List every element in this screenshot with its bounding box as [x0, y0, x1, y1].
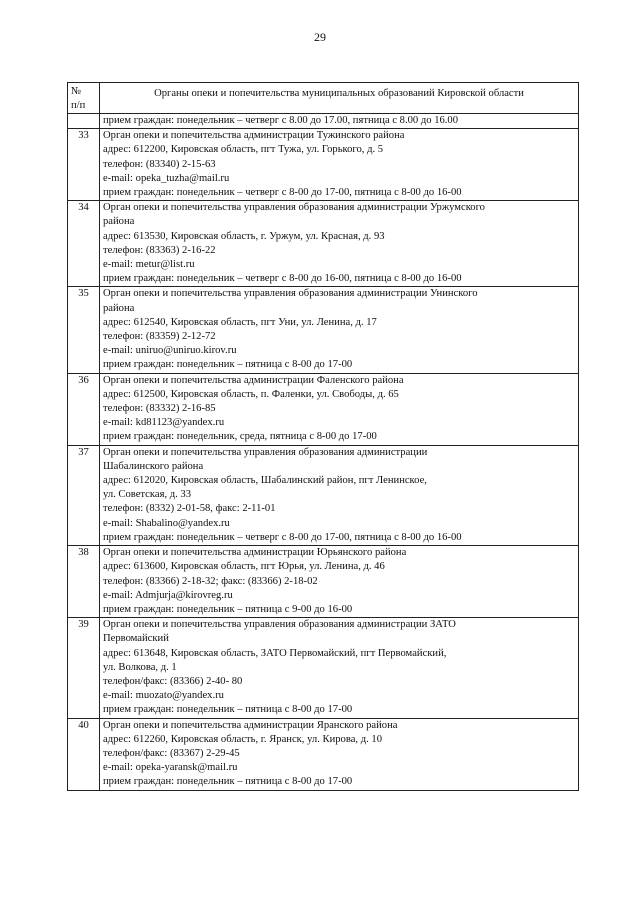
row-detail-line: телефон: (83366) 2-18-32; факс: (83366) 2-18-02: [103, 575, 318, 587]
row-detail-line: Орган опеки и попечительства администрации Тужинского района: [103, 130, 405, 142]
continuation-line: прием граждан: понедельник – четверг с 8.00 до 17.00, пятница с 8.00 до 16.00: [103, 115, 459, 126]
row-detail-line: телефон: (8332) 2-01-58, факс: 2-11-01: [103, 503, 276, 515]
row-details: [100, 618, 579, 718]
row-details: [100, 129, 579, 201]
row-detail-line: e-mail: Shabalino@yandex.ru: [103, 517, 230, 529]
row-detail-line: прием граждан: понедельник, среда, пятница с 8-00 до 17-00: [103, 431, 377, 443]
row-details: [100, 546, 579, 618]
row-detail-line: прием граждан: понедельник – пятница с 9-00 до 16-00: [103, 603, 353, 615]
table-row: [68, 373, 579, 445]
row-detail-line: района: [103, 302, 135, 314]
header-num-abbr: п/п: [71, 100, 86, 111]
row-detail-line: e-mail: uniruo@uniruo.kirov.ru: [103, 345, 237, 357]
row-detail-line: телефон: (83359) 2-12-72: [103, 331, 216, 343]
row-detail-line: ул. Волкова, д. 1: [103, 661, 177, 673]
row-number: 38: [68, 546, 100, 618]
table-row: [68, 201, 579, 287]
row-detail-line: прием граждан: понедельник – четверг с 8-00 до 17-00, пятница с 8-00 до 16-00: [103, 531, 462, 543]
row-details: [100, 287, 579, 373]
row-detail-line: Орган опеки и попечительства администрации Юрьянского района: [103, 547, 407, 559]
row-detail-line: адрес: 612020, Кировская область, Шабалинский район, пгт Ленинское,: [103, 475, 427, 487]
guardianship-bodies-table: [67, 82, 579, 791]
row-detail-line: телефон: (83363) 2-16-22: [103, 244, 216, 256]
row-detail-line: e-mail: opeka_tuzha@mail.ru: [103, 172, 230, 184]
row-detail-line: e-mail: metur@list.ru: [103, 259, 195, 271]
row-detail-line: адрес: 613648, Кировская область, ЗАТО Первомайский, пгт Первомайский,: [103, 647, 447, 659]
row-detail-line: телефон: (83340) 2-15-63: [103, 158, 216, 170]
row-detail-line: Шабалинского района: [103, 460, 204, 472]
row-detail-line: прием граждан: понедельник – пятница с 8-00 до 17-00: [103, 359, 353, 371]
row-detail-line: прием граждан: понедельник – пятница с 8-00 до 17-00: [103, 776, 353, 788]
row-detail-line: Орган опеки и попечительства управления образования администрации ЗАТО: [103, 619, 456, 631]
row-detail-line: телефон/факс: (83366) 2-40- 80: [103, 675, 243, 687]
row-detail-line: адрес: 612200, Кировская область, пгт Тужа, ул. Горького, д. 5: [103, 144, 384, 156]
row-number: 33: [68, 129, 100, 201]
row-detail-line: Орган опеки и попечительства управления образования администрации Унинского: [103, 288, 478, 300]
row-details: [100, 445, 579, 545]
row-detail-line: адрес: 613530, Кировская область, г. Уржум, ул. Красная, д. 93: [103, 230, 385, 242]
row-details: [100, 373, 579, 445]
row-detail-line: адрес: 612540, Кировская область, пгт Уни, ул. Ленина, д. 17: [103, 316, 377, 328]
row-detail-line: e-mail: Admjurja@kirovreg.ru: [103, 589, 233, 601]
row-detail-line: ул. Советская, д. 33: [103, 489, 192, 501]
row-detail-line: адрес: 612260, Кировская область, г. Яранск, ул. Кирова, д. 10: [103, 733, 382, 745]
column-header-title: Органы опеки и попечительства муниципальных образований Кировской области: [100, 83, 579, 114]
row-detail-line: Орган опеки и попечительства администрации Яранского района: [103, 719, 398, 731]
row-number: 34: [68, 201, 100, 287]
table-row: [68, 129, 579, 201]
column-header-number: [68, 83, 100, 114]
row-detail-line: e-mail: opeka-yaransk@mail.ru: [103, 762, 238, 774]
table-row: [68, 445, 579, 545]
page-number: 29: [314, 30, 326, 44]
row-detail-line: телефон/факс: (83367) 2-29-45: [103, 747, 240, 759]
row-details: [100, 201, 579, 287]
row-detail-line: адрес: 613600, Кировская область, пгт Юрья, ул. Ленина, д. 46: [103, 561, 385, 573]
row-number: 40: [68, 718, 100, 790]
row-number: 37: [68, 445, 100, 545]
row-detail-line: адрес: 612500, Кировская область, п. Фаленки, ул. Свободы, д. 65: [103, 388, 399, 400]
row-detail-line: телефон: (83332) 2-16-85: [103, 403, 216, 415]
row-detail-line: района: [103, 216, 135, 228]
table-body: [68, 114, 579, 791]
continuation-row: [68, 114, 579, 129]
continuation-text: [100, 114, 579, 129]
table-row: [68, 618, 579, 718]
row-detail-line: прием граждан: понедельник – четверг с 8-00 до 17-00, пятница с 8-00 до 16-00: [103, 187, 462, 199]
row-detail-line: прием граждан: понедельник – пятница с 8-00 до 17-00: [103, 704, 353, 716]
table-row: [68, 287, 579, 373]
row-number: 39: [68, 618, 100, 718]
row-detail-line: Первомайский: [103, 633, 169, 645]
table-header-row: [68, 83, 579, 114]
table-row: [68, 718, 579, 790]
row-detail-line: Орган опеки и попечительства управления образования администрации: [103, 446, 428, 458]
row-detail-line: Орган опеки и попечительства администрации Фаленского района: [103, 374, 404, 386]
row-detail-line: e-mail: kd81123@yandex.ru: [103, 417, 225, 429]
row-detail-line: прием граждан: понедельник – четверг с 8-00 до 16-00, пятница с 8-00 до 16-00: [103, 273, 462, 285]
row-number: 35: [68, 287, 100, 373]
table-row: [68, 546, 579, 618]
continuation-num-cell: [68, 114, 100, 129]
row-detail-line: e-mail: muozato@yandex.ru: [103, 690, 224, 702]
row-details: [100, 718, 579, 790]
row-detail-line: Орган опеки и попечительства управления образования администрации Уржумского: [103, 202, 485, 214]
header-num-symbol: №: [71, 86, 82, 97]
row-number: 36: [68, 373, 100, 445]
